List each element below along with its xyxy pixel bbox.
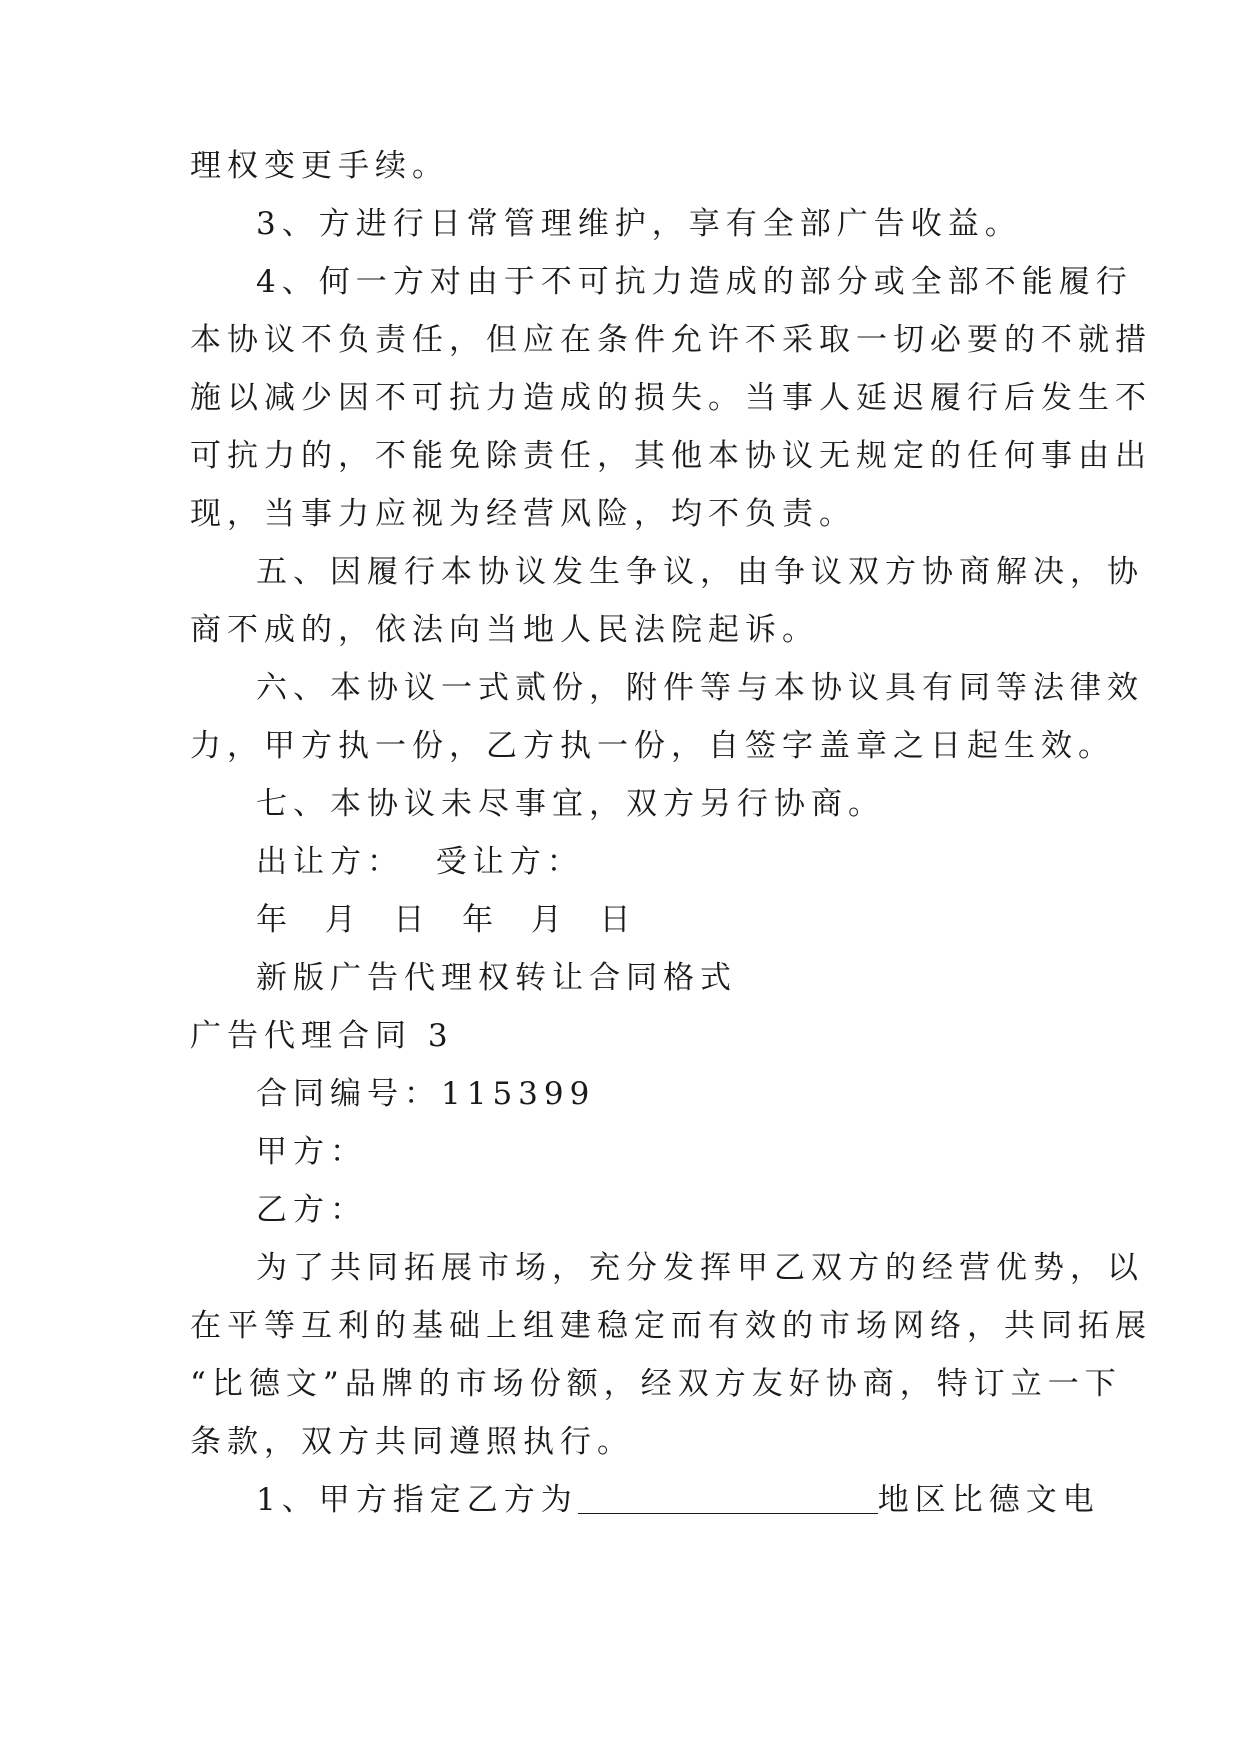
signature-parties: 出让方： 受让方：: [256, 844, 584, 880]
paragraph-line: 七、本协议未尽事宜，双方另行协商。: [256, 786, 885, 822]
contract-number: 合同编号：115399: [256, 1076, 596, 1112]
clause-suffix: 地区比德文电: [877, 1482, 1100, 1518]
document-body: [190, 137, 1152, 1529]
document-subtitle: 新版广告代理权转让合同格式: [256, 960, 737, 996]
paragraph-line: 理权变更手续。: [190, 148, 449, 184]
party-b-label: 乙方：: [256, 1192, 367, 1228]
paragraph-line: 六、本协议一式贰份，附件等与本协议具有同等法律效: [256, 670, 1144, 706]
paragraph-line: 五、因履行本协议发生争议，由争议双方协商解决，协: [256, 554, 1144, 590]
signature-dates: 年 月 日 年 月 日: [256, 902, 637, 938]
fill-in-blank: [578, 1479, 878, 1514]
section-heading: 广告代理合同 3: [190, 1018, 454, 1054]
paragraph-line: 现，当事力应视为经营风险，均不负责。: [190, 496, 856, 532]
paragraph-line: 为了共同拓展市场，充分发挥甲乙双方的经营优势，以: [256, 1250, 1144, 1286]
paragraph-line: 在平等互利的基础上组建稳定而有效的市场网络，共同拓展: [190, 1308, 1152, 1344]
paragraph-line: 4、何一方对由于不可抗力造成的部分或全部不能履行: [256, 264, 1133, 300]
paragraph-line: 施以减少因不可抗力造成的损失。当事人延迟履行后发生不: [190, 380, 1152, 416]
clause-prefix: 1、甲方指定乙方为: [256, 1482, 578, 1518]
party-a-label: 甲方：: [256, 1134, 367, 1170]
paragraph-line: “比德文”品牌的市场份额，经双方友好协商，特订立一下: [190, 1366, 1122, 1402]
paragraph-line: 3、方进行日常管理维护，享有全部广告收益。: [256, 206, 1022, 242]
clause-line: [190, 1471, 1100, 1529]
paragraph-line: 力，甲方执一份，乙方执一份，自签字盖章之日起生效。: [190, 728, 1115, 764]
paragraph-line: 本协议不负责任，但应在条件允许不采取一切必要的不就措: [190, 322, 1152, 358]
paragraph-line: 可抗力的，不能免除责任，其他本协议无规定的任何事由出: [190, 438, 1152, 474]
paragraph-line: 条款，双方共同遵照执行。: [190, 1424, 634, 1460]
paragraph-line: 商不成的，依法向当地人民法院起诉。: [190, 612, 819, 648]
